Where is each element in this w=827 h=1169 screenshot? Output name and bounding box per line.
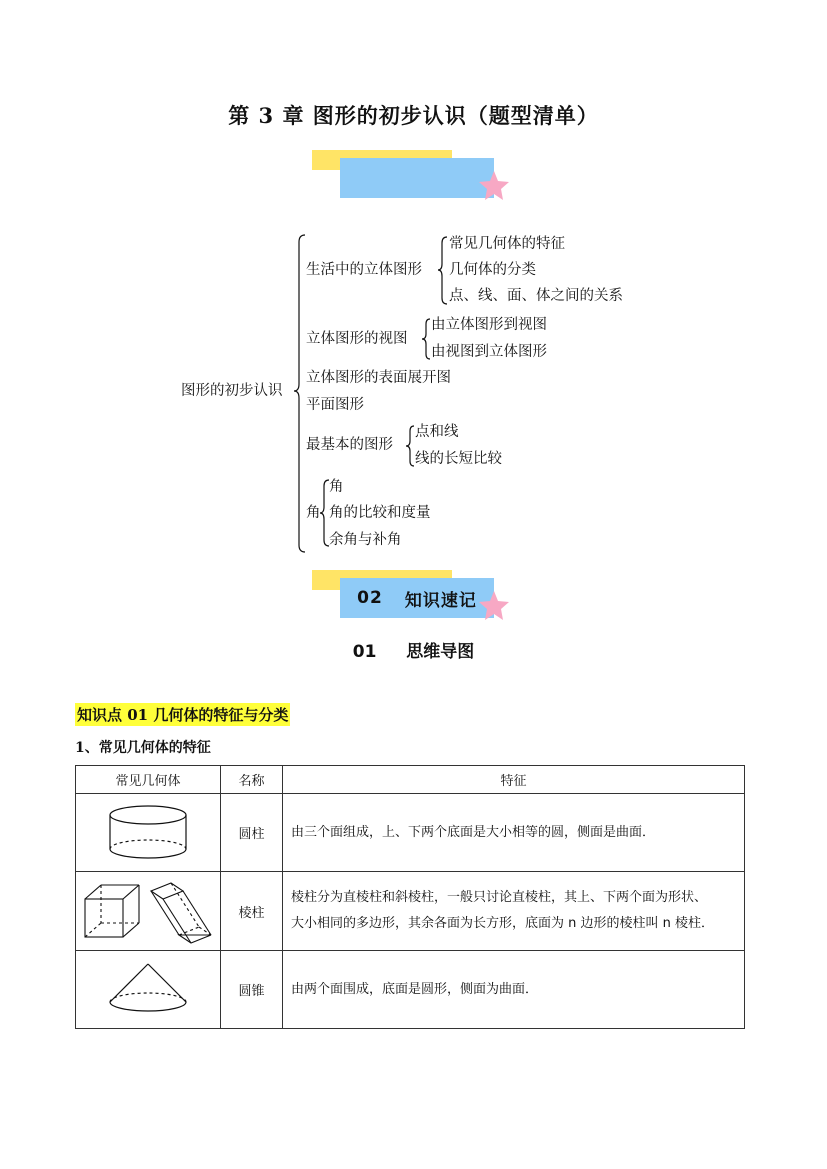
section-banner: [312, 570, 512, 630]
table-cell-feature: 由三个面组成，上、下两个底面是大小相等的圆，侧面是曲面．: [283, 794, 745, 872]
section-banner-number: 02: [357, 588, 383, 608]
mind-map-branch: 角: [306, 505, 321, 521]
mind-map-leaf: 点和线: [415, 424, 459, 440]
mind-map-leaf: 点、线、面、体之间的关系: [449, 288, 623, 304]
mind-map-branch: 生活中的立体图形: [306, 262, 422, 278]
mind-map: [0, 0, 827, 560]
mind-map-leaf: 由视图到立体图形: [431, 344, 547, 360]
geometry-table: [75, 765, 745, 1029]
mind-map-branch: 立体图形的视图: [306, 331, 408, 347]
mind-map-branch: 立体图形的表面展开图: [306, 370, 451, 386]
table-cell-name: 圆锥: [221, 951, 283, 1029]
cone-icon: [103, 958, 193, 1022]
subheading-text: 思维导图: [406, 642, 475, 662]
table-cell-name: 棱柱: [221, 872, 283, 951]
mind-map-leaf: 常见几何体的特征: [449, 236, 565, 252]
mind-map-leaf: 线的长短比较: [415, 451, 502, 467]
table-header: 名称: [221, 766, 283, 794]
mind-map-root: 图形的初步认识: [181, 383, 283, 399]
table-cell-feature: 由两个面围成，底面是圆形，侧面为曲面．: [283, 951, 745, 1029]
star-icon: [478, 590, 510, 622]
table-cell-feature: 棱柱分为直棱柱和斜棱柱，一般只讨论直棱柱，其上、下两个面为形状、 大小相同的多边形，其余各面为长方形，底面为 n 边形的棱柱叫 n 棱柱．: [283, 872, 745, 951]
mind-map-branch: 平面图形: [306, 397, 364, 413]
subheading: [0, 637, 827, 662]
table-row: [76, 951, 745, 1029]
prism-icon: [81, 877, 216, 945]
mind-map-leaf: 由立体图形到视图: [431, 317, 547, 333]
prism-figure-cell: [76, 872, 221, 951]
section-heading: 1、常见几何体的特征: [75, 740, 211, 756]
mind-map-leaf: 角的比较和度量: [329, 505, 431, 521]
table-cell-name: 圆柱: [221, 794, 283, 872]
table-header: 特征: [283, 766, 745, 794]
mind-map-leaf: 角: [329, 479, 344, 495]
table-row: [76, 872, 745, 951]
table-header: 常见几何体: [76, 766, 221, 794]
mind-map-braces: [0, 0, 827, 560]
knowledge-point-heading: 知识点 01 几何体的特征与分类: [75, 703, 290, 726]
subheading-number: 01: [352, 642, 377, 662]
cylinder-figure-cell: [76, 794, 221, 872]
table-header-row: [76, 766, 745, 794]
mind-map-leaf: 余角与补角: [329, 532, 402, 548]
table-row: [76, 794, 745, 872]
page-title: 第 3 章 图形的初步认识（题型清单）: [228, 103, 599, 128]
mind-map-leaf: 几何体的分类: [449, 262, 536, 278]
cone-figure-cell: [76, 951, 221, 1029]
section-banner-text: 知识速记: [404, 590, 477, 611]
mind-map-branch: 最基本的图形: [306, 437, 393, 453]
cylinder-icon: [103, 801, 193, 865]
